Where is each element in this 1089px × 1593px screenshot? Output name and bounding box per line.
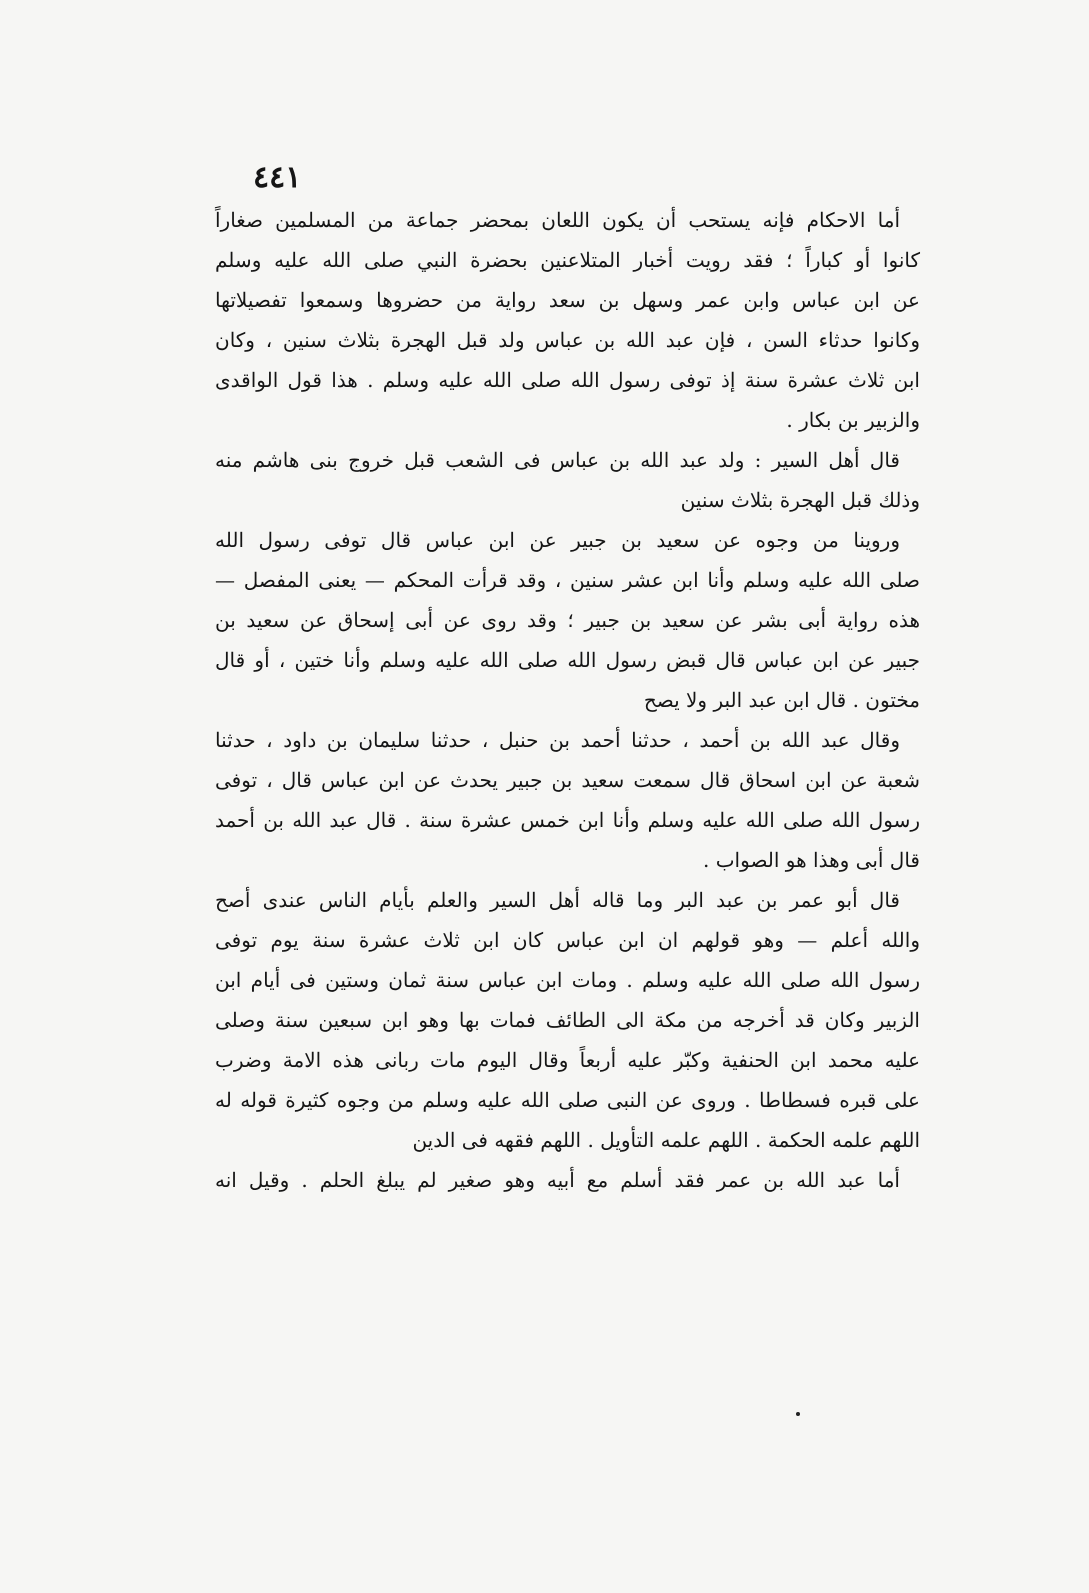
text-line: مختون . قال ابن عبد البر ولا يصح: [643, 688, 920, 712]
text-line: وروينا من وجوه عن سعيد بن جبير عن ابن عباس قال توفى رسول الله: [215, 528, 900, 552]
text-line: رسول الله صلى الله عليه وسلم وأنا ابن خمس عشرة سنة . قال عبد الله بن أحمد: [215, 808, 920, 832]
text-line: كانوا أو كباراً ؛ فقد رويت أخبار المتلاعنين بحضرة النبي صلى الله عليه وسلم: [215, 248, 920, 272]
text-line: اللهم علمه الحكمة . اللهم علمه التأويل . اللهم فقهه فى الدين: [412, 1128, 920, 1152]
text-line: هذه رواية أبى بشر عن سعيد بن جبير ؛ وقد روى عن أبى إسحاق عن سعيد بن: [215, 608, 920, 632]
text-line: قال أبى وهذا هو الصواب .: [703, 848, 920, 872]
text-line: قال أهل السير : ولد عبد الله بن عباس فى الشعب قبل خروج بنى هاشم منه: [215, 448, 900, 472]
text-line: عن ابن عباس وابن عمر وسهل بن سعد رواية من حضروها وسمعوا تفصيلاتها: [215, 288, 920, 312]
text-line: قال أبو عمر بن عبد البر وما قاله أهل السير والعلم بأيام الناس عندى أصح: [215, 888, 900, 912]
text-line: صلى الله عليه وسلم وأنا ابن عشر سنين ، وقد قرأت المحكم — يعنى المفصل —: [215, 568, 920, 592]
body-text: [215, 200, 920, 1200]
text-line: وكانوا حدثاء السن ، فإن عبد الله بن عباس ولد قبل الهجرة بثلاث سنين ، وكان: [215, 328, 920, 352]
text-line: والزبير بن بكار .: [786, 408, 920, 432]
text-line: شعبة عن ابن اسحاق قال سمعت سعيد بن جبير يحدث عن ابن عباس قال ، توفى: [215, 768, 920, 792]
text-line: وذلك قبل الهجرة بثلاث سنين: [680, 488, 920, 512]
text-line: عليه محمد ابن الحنفية وكبّر عليه أربعاً وقال اليوم مات ربانى هذه الامة وضرب: [215, 1048, 920, 1072]
text-line: أما الاحكام فإنه يستحب أن يكون اللعان بمحضر جماعة من المسلمين صغاراً: [215, 208, 900, 232]
text-line: وقال عبد الله بن أحمد ، حدثنا أحمد بن حنبل ، حدثنا سليمان بن داود ، حدثنا: [215, 728, 900, 752]
text-line: ابن ثلاث عشرة سنة إذ توفى رسول الله صلى الله عليه وسلم . هذا قول الواقدى: [215, 368, 920, 392]
text-line: جبير عن ابن عباس قال قبض رسول الله صلى الله عليه وسلم وأنا ختين ، أو قال: [215, 648, 920, 672]
text-line: رسول الله صلى الله عليه وسلم . ومات ابن عباس سنة ثمان وستين فى أيام ابن: [215, 968, 920, 992]
text-line: الزبير وكان قد أخرجه من مكة الى الطائف فمات بها وهو ابن سبعين سنة وصلى: [215, 1008, 920, 1032]
page-number: ٤٤١: [253, 160, 302, 195]
text-line: أما عبد الله بن عمر فقد أسلم مع أبيه وهو صغير لم يبلغ الحلم . وقيل انه: [215, 1168, 900, 1192]
text-line: على قبره فسطاطا . وروى عن النبى صلى الله عليه وسلم من وجوه كثيرة قوله له: [215, 1088, 920, 1112]
text-line: والله أعلم — وهو قولهم ان ابن عباس كان ابن ثلاث عشرة سنة يوم توفى: [215, 928, 920, 952]
ink-speck: [796, 1412, 800, 1416]
